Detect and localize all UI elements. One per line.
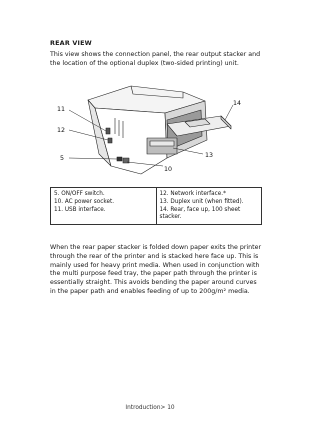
- legend-item: 12. Network interface.*: [159, 190, 226, 197]
- legend-table: [50, 187, 262, 225]
- callout-5: 5: [60, 155, 65, 162]
- callout-10: 10: [164, 166, 173, 173]
- legend-right-column: [156, 188, 262, 225]
- usb-port: [106, 128, 110, 134]
- legend-left-column: [51, 188, 157, 225]
- legend-item: 11. USB interface.: [54, 206, 106, 213]
- legend-item: 13. Duplex unit (when fitted).: [159, 198, 244, 205]
- network-port: [108, 138, 112, 143]
- intro-paragraph: This view shows the connection panel, the rear output stacker and the location of the optional duplex (two-sided printing) unit.: [50, 51, 261, 67]
- callout-14: 14: [233, 100, 242, 107]
- callout-12: 12: [57, 127, 66, 134]
- legend-item: 14. Rear, face up, 100 sheet stacker.: [159, 206, 241, 220]
- section-heading: REAR VIEW: [50, 39, 92, 47]
- callout-13: 13: [205, 152, 214, 159]
- printer-rear-view-illustration: [55, 78, 250, 180]
- power-switch: [117, 157, 122, 161]
- legend-item: 10. AC power socket.: [54, 198, 115, 205]
- legend-item: 5. ON/OFF switch.: [54, 190, 105, 197]
- legend-row: [51, 188, 262, 225]
- body-paragraph: When the rear paper stacker is folded down paper exits the printer through the rear of the printer and is stacked here face up. This is mainly used for heavy print media. When used in conjunction with the multi purpose feed tray, the paper path through the printer is essentially straight. This avoids bending the paper around curves in the paper path and enables feeding of up to 200g/m² media.: [50, 244, 262, 295]
- page-footer: Introduction> 10: [125, 405, 175, 411]
- callout-11: 11: [57, 106, 66, 113]
